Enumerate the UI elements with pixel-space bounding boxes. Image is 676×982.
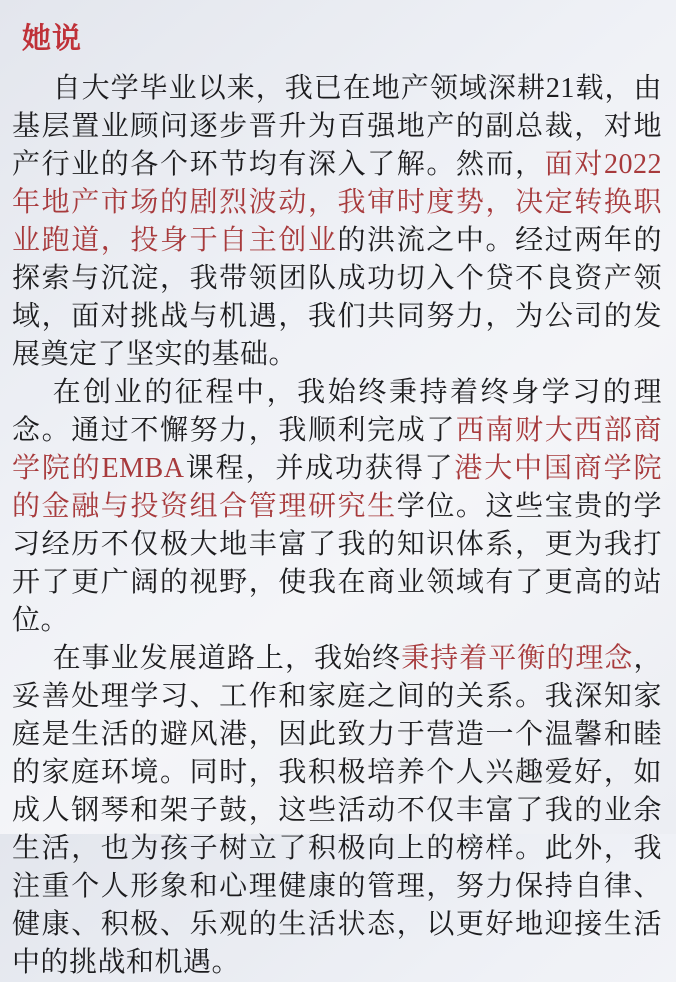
- paragraph: [12, 640, 662, 982]
- body-text: 在事业发展道路上，我始终: [52, 643, 402, 674]
- body-text: 自大学毕业以来，我已在地产领域深耕21载，由基层置业顾问逐步晋升为百强地产的副总裁，对地产行业的各个环节均有深入了解。然而，: [12, 73, 662, 180]
- body-text: 在创业的征程中，我始终秉持着终身学习的理念。通过不懈努力，我顺利完成了: [12, 377, 662, 446]
- body-text: 的洪流之中。经过两年的探索与沉淀，我带领团队成功切入个贷不良资产领域，面对挑战与机遇，我们共同努力，为公司的发展奠定了坚实的基础。: [12, 225, 662, 370]
- highlighted-text: 面对2022年地产市场的剧烈波动，我审时度势，决定转换职业跑道，投身于自主创业: [12, 149, 662, 256]
- highlighted-text: 秉持着平衡的理念: [401, 643, 634, 674]
- page-title: 她说: [22, 23, 83, 55]
- highlighted-text: 西南财大西部商学院的EMBA: [12, 415, 662, 484]
- body-text: 课程，并成功获得了: [184, 453, 455, 484]
- article-body: [12, 70, 662, 982]
- body-text: ，妥善处理学习、工作和家庭之间的关系。我深知家庭是生活的避风港，因此致力于营造一个温馨和睦的家庭环境。同时，我积极培养个人兴趣爱好，如成人钢琴和架子鼓，这些活动不仅丰富了我的业余生活，也为孩子树立了积极向上的榜样。此外，我注重个人形象和心理健康的管理，努力保持自律、健康、积极、乐观的生活状态，以更好地迎接生活中的挑战和机遇。: [12, 643, 662, 978]
- body-text: 学位。这些宝贵的学习经历不仅极大地丰富了我的知识体系，更为我打开了更广阔的视野，使我在商业领域有了更高的站位。: [12, 491, 662, 636]
- paragraph: [12, 70, 662, 374]
- paragraph: [12, 374, 662, 640]
- highlighted-text: 港大中国商学院的金融与投资组合管理研究生: [12, 453, 662, 522]
